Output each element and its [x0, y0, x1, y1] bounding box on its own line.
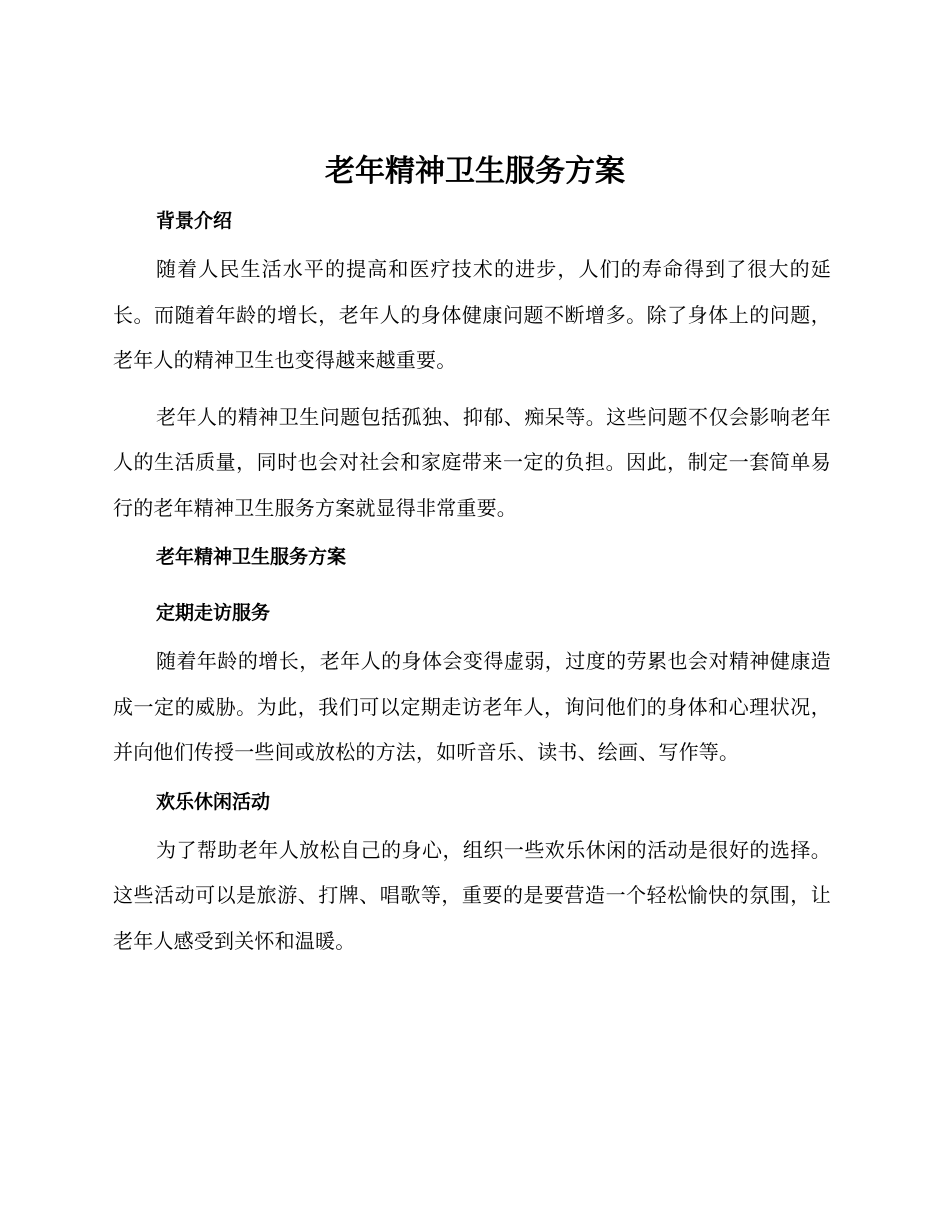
document-title: 老年精神卫生服务方案: [325, 154, 625, 189]
paragraph-background-1: 随着人民生活水平的提高和医疗技术的进步，人们的寿命得到了很大的延长。而随着年龄的增长，老年人的身体健康问题不断增多。除了身体上的问题，老年人的精神卫生也变得越来越重要。: [113, 257, 831, 372]
paragraph-visits: 随着年龄的增长，老年人的身体会变得虚弱，过度的劳累也会对精神健康造成一定的威胁。为此，我们可以定期走访老年人，询问他们的身体和心理状况，并向他们传授一些间或放松的方法，如听音乐、读书、绘画、写作等。: [113, 649, 831, 764]
section-heading-plan: 老年精神卫生服务方案: [156, 546, 347, 568]
paragraph-background-2: 老年人的精神卫生问题包括孤独、抑郁、痴呆等。这些问题不仅会影响老年人的生活质量，同时也会对社会和家庭带来一定的负担。因此，制定一套简单易行的老年精神卫生服务方案就显得非常重要。: [113, 404, 831, 520]
paragraph-activities: 为了帮助老年人放松自己的身心，组织一些欢乐休闲的活动是很好的选择。这些活动可以是旅游、打牌、唱歌等，重要的是要营造一个轻松愉快的氛围，让老年人感受到关怀和温暖。: [113, 837, 831, 953]
subsection-heading-visits: 定期走访服务: [156, 602, 271, 624]
document-body: [113, 206, 831, 964]
subsection-heading-activities: 欢乐休闲活动: [156, 790, 271, 813]
section-heading-background: 背景介绍: [156, 210, 233, 232]
